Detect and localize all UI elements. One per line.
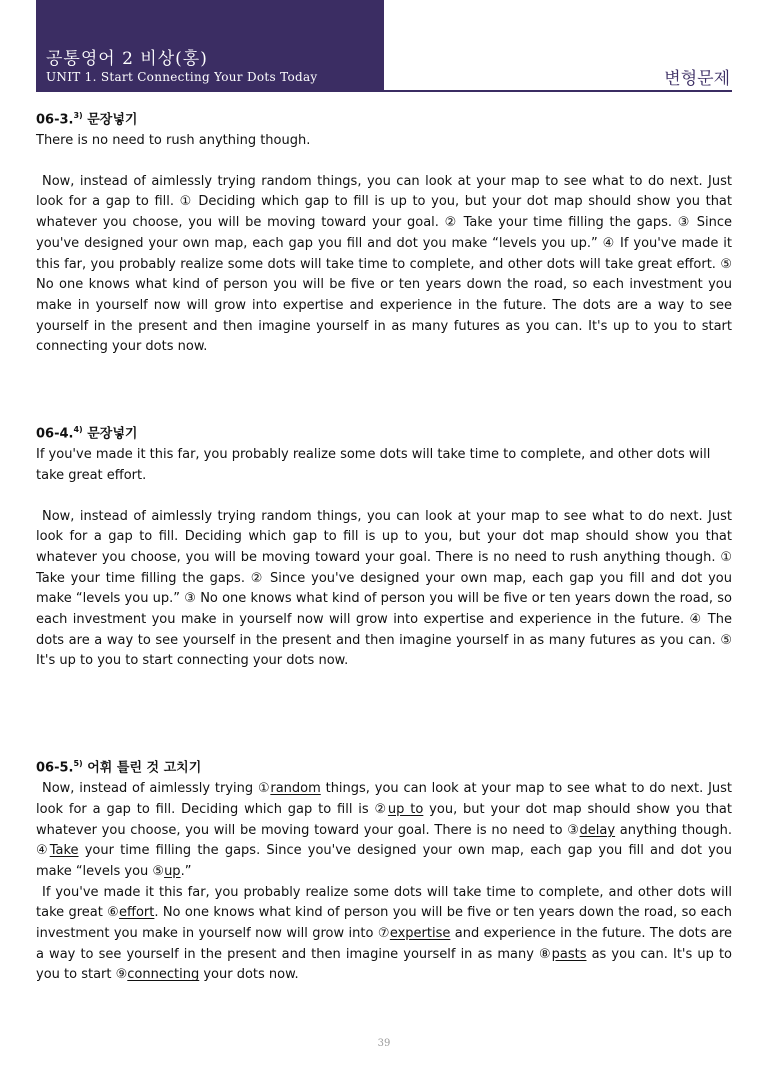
header-rule	[384, 90, 732, 92]
choice-marker: ⑦	[377, 926, 390, 942]
question-title	[36, 420, 732, 445]
choice-marker: ⑤	[152, 863, 165, 879]
footnote-marker: 5)	[73, 759, 83, 769]
question-number: 06-5.	[36, 760, 74, 776]
choice-marker: ④	[36, 843, 50, 859]
page-number: 39	[377, 1038, 391, 1049]
given-sentence: There is no need to rush anything though.	[36, 133, 311, 149]
passage-paragraph-2: If you've made it this far, you probably realize some dots will take time to complete, and other dots will take great ⑥effort. No one knows what kind of person you will be five or ten years down the road, so each investment you make in yourself now will grow into ⑦expertise and experience in the future. The dots are a way to see yourself in the present and then imagine yourself in as many ⑧pasts as you can. It's up to you to start ⑨connecting your dots now.	[36, 884, 733, 983]
header-subtitle: UNIT 1. Start Connecting Your Dots Today	[46, 70, 318, 84]
underlined-word: random	[270, 781, 321, 797]
underlined-word: connecting	[127, 967, 200, 983]
footnote-marker: 3)	[73, 111, 83, 120]
choice-marker: ⑧	[539, 946, 552, 962]
question-type: 어휘 틀린 것 고치기	[87, 760, 202, 776]
underlined-word: up	[164, 863, 181, 879]
underlined-word: effort	[119, 905, 155, 921]
choice-marker: ③	[567, 822, 580, 838]
passage: Now, instead of aimlessly trying random things, you can look at your map to see what to do next. Just look for a gap to fill. ① Deciding which gap to fill is up to you, but your dot map should show you that whatever you choose, you will be moving toward your goal. ② Take your time filling the gaps. ③ Since you've designed your own map, each gap you fill and dot you make “levels you up.” ④ If you've made it this far, you probably realize some dots will take time to complete, and other dots will take great effort. ⑤ No one knows what kind of person you will be five or ten years down the road, so each investment you make in yourself now will grow into expertise and experience in the future. The dots are a way to see yourself in the present and then imagine yourself in as many futures as you can. It's up to you to start connecting your dots now.	[36, 173, 732, 355]
question-number: 06-3.	[36, 112, 74, 128]
passage-paragraph-1: Now, instead of aimlessly trying ①random things, you can look at your map to see what to do next. Just look for a gap to fill. Deciding which gap to fill is ②up to you, but your dot map should show you that whatever you choose, you will be moving toward your goal. There is no need to ③delay anything though. ④Take your time filling the gaps. Since you've designed your own map, each gap you fill and dot you make “levels you ⑤up.”	[36, 781, 733, 879]
question-type: 문장넣기	[87, 426, 138, 442]
question-06-5	[36, 754, 732, 986]
question-number: 06-4.	[36, 426, 74, 442]
header-banner	[36, 0, 384, 92]
choice-marker: ②	[374, 801, 388, 817]
footnote-marker: 4)	[73, 425, 83, 435]
question-06-4	[36, 420, 732, 672]
page-content	[36, 106, 732, 986]
header-title: 공통영어 2 비상(홍)	[46, 49, 208, 69]
question-title	[36, 754, 732, 779]
given-sentence: If you've made it this far, you probably realize some dots will take time to complete, and other dots will take great effort.	[36, 447, 711, 483]
passage: Now, instead of aimlessly trying random things, you can look at your map to see what to do next. Just look for a gap to fill. Deciding which gap to fill is up to you, but your dot map should show you that whatever you choose, you will be moving toward your goal. There is no need to rush anything though. ① Take your time filling the gaps. ② Since you've designed your own map, each gap you fill and dot you make “levels you up.” ③ No one knows what kind of person you will be five or ten years down the road, so each investment you make in yourself now will grow into expertise and experience in the future. ④ The dots are a way to see yourself in the present and then imagine yourself in as many futures as you can. ⑤ It's up to you to start connecting your dots now.	[36, 508, 732, 669]
choice-marker: ⑥	[107, 905, 120, 921]
underlined-word: Take	[49, 843, 79, 859]
underlined-word: delay	[579, 822, 616, 838]
question-type: 문장넣기	[87, 112, 138, 128]
underlined-word: pasts	[551, 946, 587, 962]
question-06-3	[36, 106, 732, 358]
header-right-label: 변형문제	[664, 69, 730, 89]
underlined-word: expertise	[389, 926, 451, 942]
choice-marker: ①	[257, 781, 271, 797]
choice-marker: ⑨	[115, 967, 128, 983]
underlined-word: up to	[387, 801, 424, 817]
question-title	[36, 106, 732, 131]
